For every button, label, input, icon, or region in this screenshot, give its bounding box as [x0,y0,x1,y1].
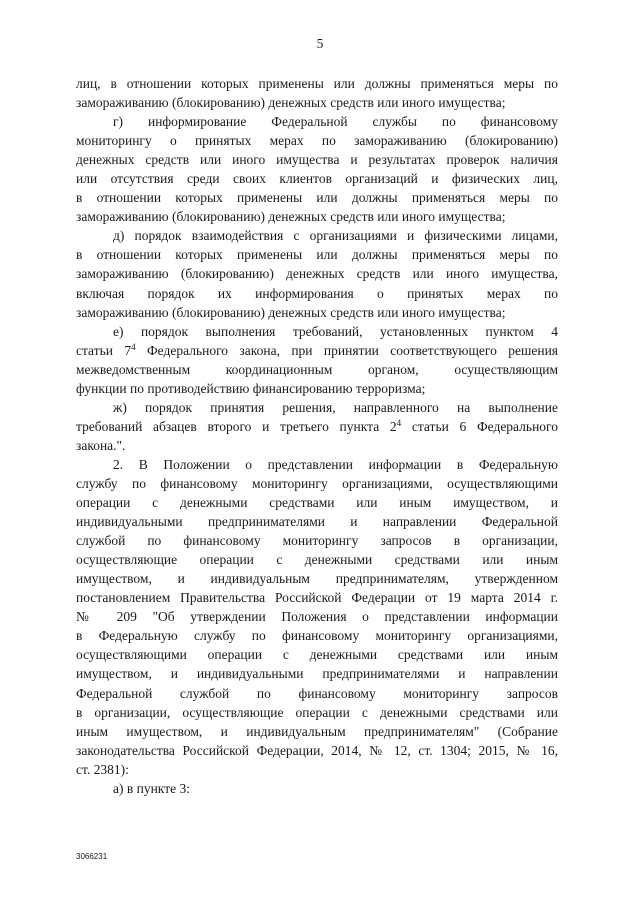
document-code: 3066231 [76,852,108,861]
text-line: или отсутствия среди своих клиентов организаций и физических лиц, [76,171,558,187]
text-line: службу по финансовому мониторингу организациями, осуществляющими [76,475,558,491]
text-line: замораживанию (блокированию) денежных средств или иного имущества; [76,304,506,320]
text-line: функции по противодействию финансированию терроризма; [76,380,426,396]
text-line: № 209 "Об утверждении Положения о представлении информации [76,609,558,625]
text-line: постановлением Правительства Российской Федерации от 19 марта 2014 г. [76,590,558,606]
paragraph-item-g [76,112,558,226]
text-line [76,417,558,436]
text-line: замораживанию (блокированию) денежных средств или иного имущества, [76,266,558,282]
text-line: г) информирование Федеральной службы по финансовому [113,114,558,130]
text-line: законодательства Российской Федерации, 2014, № 12, ст. 1304; 2015, № 16, [76,742,558,758]
paragraph-item-e [76,322,558,398]
text-line: осуществляющие операции с денежными средствами или иным [76,552,558,568]
text-line: мониторингу о принятых мерах по замораживанию (блокированию) [76,133,558,149]
text-fragment: требований абзацев второго и третьего пункта 2 [76,418,397,434]
text-line: межведомственным координационным органом, осуществляющим [76,361,558,377]
text-line: д) порядок взаимодействия с организациями и физическими лицами, [113,228,558,244]
document-body [76,74,558,798]
text-line: индивидуальными предпринимателями и направлении Федеральной [76,514,558,530]
paragraph-item-zh [76,398,558,455]
text-line: закона.". [76,437,126,453]
text-line: лиц, в отношении которых применены или должны применяться меры по [76,76,558,91]
text-fragment: статьи 7 [76,342,132,358]
text-line: замораживанию (блокированию) денежных средств или иного имущества; [76,95,506,111]
page-number: 5 [316,36,324,51]
text-fragment: статьи 6 Федерального [401,418,558,434]
text-line: включая порядок их информирования о принятых мерах по [76,285,558,301]
superscript: 4 [396,417,402,428]
paragraph-section-2 [76,455,558,779]
text-line: ж) порядок принятия решения, направленного на выполнение [113,399,558,415]
paragraph-continuation [76,74,558,112]
text-line [76,341,558,360]
text-line: операции с денежными средствами или иным имуществом, и [76,495,558,511]
text-line: в отношении которых применены или должны применяться меры по [76,190,558,206]
text-line: службой по финансовому мониторингу запросов в организации, [76,533,558,549]
text-line: а) в пункте 3: [113,780,190,796]
text-line: замораживанию (блокированию) денежных средств или иного имущества; [76,209,506,225]
text-line: ст. 2381): [76,761,129,777]
text-line: в организации, осуществляющие операции с денежными средствами или [76,704,558,720]
text-line: иным имуществом, и индивидуальным предпринимателям" (Собрание [76,723,558,739]
text-fragment: Федерального закона, при принятии соответствующего решения [135,342,559,358]
text-line: имуществом, и индивидуальными предпринимателями и направлении [76,666,558,682]
text-line: е) порядок выполнения требований, установленных пунктом 4 [113,323,558,339]
superscript: 4 [131,341,136,352]
paragraph-subitem-a [76,779,558,798]
text-line: 2. В Положении о представлении информации в Федеральную [113,456,558,472]
text-line: денежных средств или иного имущества и результатах проверок наличия [76,152,558,168]
text-line: в отношении которых применены или должны применяться меры по [76,247,558,263]
text-line: Федеральной службой по финансовому мониторингу запросов [76,685,558,701]
paragraph-item-d [76,226,558,321]
text-line: в Федеральную службу по финансовому мониторингу организациями, [76,628,558,644]
text-line: имуществом, и индивидуальным предпринимателям, утвержденном [76,571,558,587]
text-line: осуществляющими операции с денежными средствами или иным [76,647,558,663]
